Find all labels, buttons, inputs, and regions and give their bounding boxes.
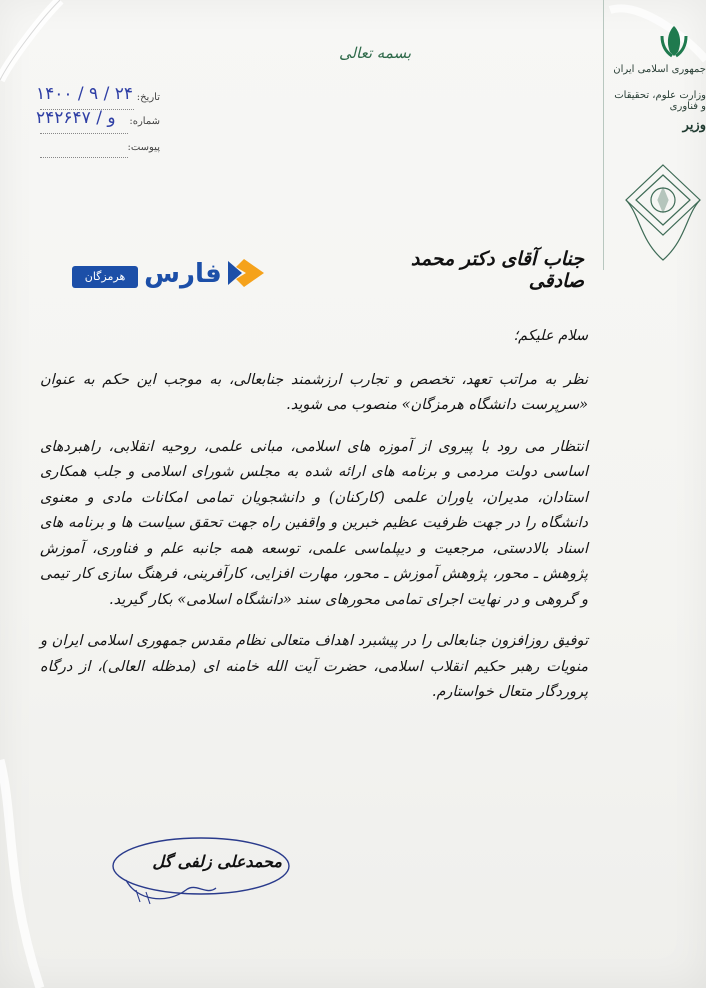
- letterhead-title: وزیر: [682, 118, 706, 133]
- letterhead-ministry: وزارت علوم، تحقیقات و فناوری: [614, 90, 706, 112]
- watermark-region-badge: هرمزگان: [72, 266, 138, 288]
- letterhead-country: جمهوری اسلامی ایران: [613, 64, 706, 75]
- number-value: ۲۴۲۶۴۷ / و: [36, 108, 116, 128]
- letterhead-divider: [603, 0, 604, 270]
- fars-logo-icon: [224, 257, 266, 289]
- number-dotline: [40, 132, 128, 134]
- attachment-label: پیوست:: [127, 142, 160, 153]
- attachment-dotline: [40, 156, 128, 158]
- iran-emblem-icon: [654, 22, 694, 62]
- date-value: ۱۴۰۰ / ۹ / ۲۴: [36, 84, 133, 104]
- ornament-icon: [620, 160, 706, 270]
- paragraph-appointment: نظر به مراتب تعهد، تخصص و تجارب ارزشمند جنابعالی، به موجب این حکم به عنوان «سرپرست دانشگاه هرمزگان» منصوب می شوید.: [40, 371, 588, 413]
- paragraph-wishes: توفیق روزافزون جنابعالی را در پیشبرد اهداف متعالی نظام مقدس جمهوری اسلامی ایران و منویات رهبر حکیم انقلاب اسلامی، حضرت آیت الله خامنه ای (مدظله العالی)، از درگاه پروردگار متعال خواستارم.: [40, 633, 588, 700]
- number-label: شماره:: [129, 116, 160, 127]
- letter-body: [40, 324, 588, 722]
- signature-name: محمدعلی زلفی گل: [152, 852, 282, 871]
- basmala: بسمه تعالی: [338, 44, 412, 62]
- greeting: سلام علیکم؛: [513, 328, 588, 344]
- watermark-brand: فارس: [144, 259, 222, 289]
- date-label: تاریخ:: [136, 92, 160, 103]
- paragraph-expectations: انتظار می رود با پیروی از آموزه های اسلامی، مبانی علمی، روحیه انقلابی، راهبردهای اساسی دولت مردمی و برنامه های ارائه شده به مجلس شورای اسلامی و جلب همکاری استادان، مدیران، یاوران علمی (کارکنان) و دانشجویان تمامی امکانات مادی و معنوی دانشگاه را در جهت ظرفیت عظیم خبرین و واقفین راه جهت تحقق سیاست ها و برنامه های اسناد بالادستی، مرجعیت و دیپلماسی علمی، توسعه همه جانبه علم و فناوری، آموزش پژوهش ـ محور، پژوهش آموزش ـ محور، مهارت افزایی، کارآفرینی، فرهنگ سازی کار تیمی و گروهی و در نهایت اجرای تمامی محورهای سند «دانشگاه اسلامی» بکار گیرید.: [40, 438, 588, 608]
- addressee: جناب آقای دکتر محمد صادقی: [410, 248, 584, 292]
